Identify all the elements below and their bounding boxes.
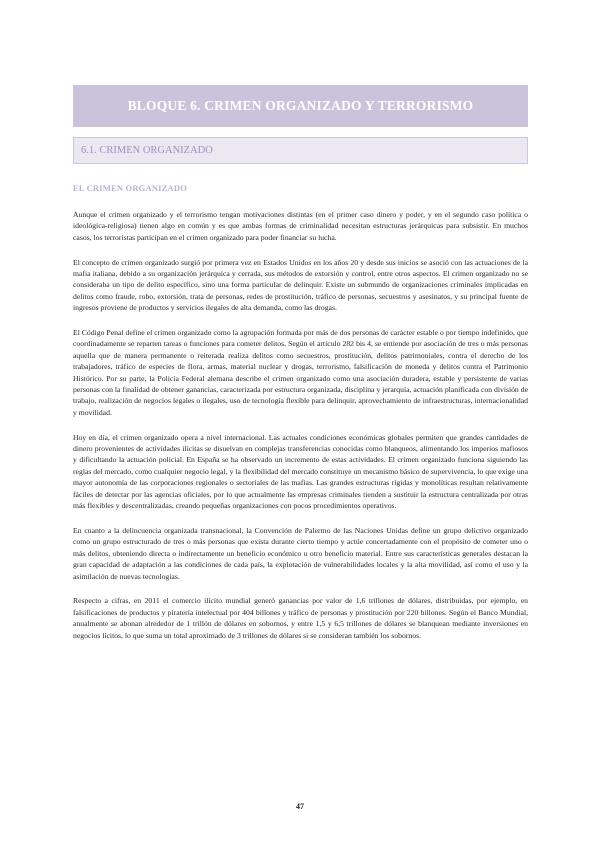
paragraph: El concepto de crimen organizado surgió por primera vez en Estados Unidos en los años 20 y desde sus inicios se asoció con las actuaciones de la mafia italiana, debido a su organización jerárquica y cerrada, sus métodos de extorsión y control, entre otros aspectos. El crimen organizado no se consideraba un tipo de delito específico, sino una forma particular de delinquir. Existe un submundo de organizaciones criminales implicadas en delitos como fraude, robo, extorsión, trata de personas, redes de prostitución, tráfico de personas, secuestros y asesinatos, y su principal fuente de ingresos proviene de productos y servicios ilegales de alta demanda, como las drogas. bbox=[73, 257, 528, 313]
paragraph: Respecto a cifras, en 2011 el comercio ilícito mundial generó ganancias por valor de 1,6 trillones de dólares, distribuidas, por ejemplo, en falsificaciones de productos y piratería intelectual por 404 billones y tráfico de personas y prostitución por 220 billones. Según el Banco Mundial, anualmente se abonan alrededor de 1 trillón de dólares en sobornos, y entre 1,5 y 6,5 trillones de dólares se blanquean mediante inversiones en negocios lícitos, lo que suma un total aproximado de 3 trillones de dólares si se consideran también los sobornos. bbox=[73, 596, 528, 640]
section-heading: EL CRIMEN ORGANIZADO bbox=[73, 183, 188, 193]
block-title: BLOQUE 6. CRIMEN ORGANIZADO Y TERRORISMO bbox=[127, 98, 474, 113]
paragraph: En cuanto a la delincuencia organizada transnacional, la Convención de Palermo de las Naciones Unidas define un grupo delictivo organizado como un grupo estructurado de tres o más personas que exista durante cierto tiempo y actúe concertadamente con el propósito de cometer uno o más delitos, obteniendo directa o indirectamente un beneficio económico u otro beneficio material. Entre sus características generales destacan la gran capacidad de adaptación a las condiciones de cada país, la explotación de vulnerabilidades locales y la alta movilidad, así como el uso y la asimilación de nuevas tecnologías. bbox=[73, 525, 528, 581]
paragraph: Hoy en día, el crimen organizado opera a nivel internacional. Las actuales condiciones económicas globales permiten que grandes cantidades de dinero provenientes de actividades ilícitas se disuelvan en complejas transferencias conocidas como blanqueos, alimentando los imperios mafiosos y dificultando la actuación policial. En España se ha observado un incremento de estas actividades. El crimen organizado funciona siguiendo las reglas del mercado, como cualquier negocio legal, y la flexibilidad del mercado constituye un mecanismo básico de supervivencia, lo que exige una mayor autonomía de las corporaciones regionales o sectoriales de las mafias. Las grandes estructuras rígidas y monolíticas resultan relativamente fáciles de detectar por las agencias oficiales, por lo que actualmente las empresas criminales tienden a sustituir la estructura centralizada por otras más flexibles y descentralizadas, creando pequeñas organizaciones con pocos procedimientos operativos. bbox=[73, 432, 528, 511]
subsection-title-bar bbox=[73, 137, 528, 164]
body-text bbox=[73, 209, 528, 654]
paragraph: Aunque el crimen organizado y el terrorismo tengan motivaciones distintas (en el primer caso dinero y poder, y en el segundo caso política o ideológica-religiosa) tienen algo en común y es que ambas formas de criminalidad necesitan estructuras jerárquicas para subsistir. En muchos casos, los terroristas participan en el crimen organizado para poder financiar su lucha. bbox=[73, 210, 528, 242]
subsection-title: 6.1. CRIMEN ORGANIZADO bbox=[81, 145, 213, 156]
block-title-banner bbox=[73, 85, 528, 127]
paragraph: El Código Penal define el crimen organizado como la agrupación formada por más de dos personas de carácter estable o por tiempo indefinido, que coordinadamente se reparten tareas o funciones para cometer delitos. Según el artículo 282 bis 4, se entiende por asociación de tres o más personas aquella que de manera permanente o reiterada realiza delitos como secuestros, prostitución, delitos patrimoniales, contra el derecho de los trabajadores, tráfico de especies de flora, armas, material nuclear y drogas, terrorismo, falsificación de moneda y delitos contra el Patrimonio Histórico. Por su parte, la Policía Federal alemana describe el crimen organizado como una asociación duradera, estable y persistente de varias personas con la finalidad de obtener ganancias, caracterizada por estructura organizada, disciplina y jerarquía, actuación planificada con división de trabajo, realización de negocios legales o ilegales, uso de tecnología flexible para delinquir, aprovechamiento de infraestructuras, internacionalidad y movilidad. bbox=[73, 328, 528, 417]
page-number: 47 bbox=[296, 802, 304, 811]
